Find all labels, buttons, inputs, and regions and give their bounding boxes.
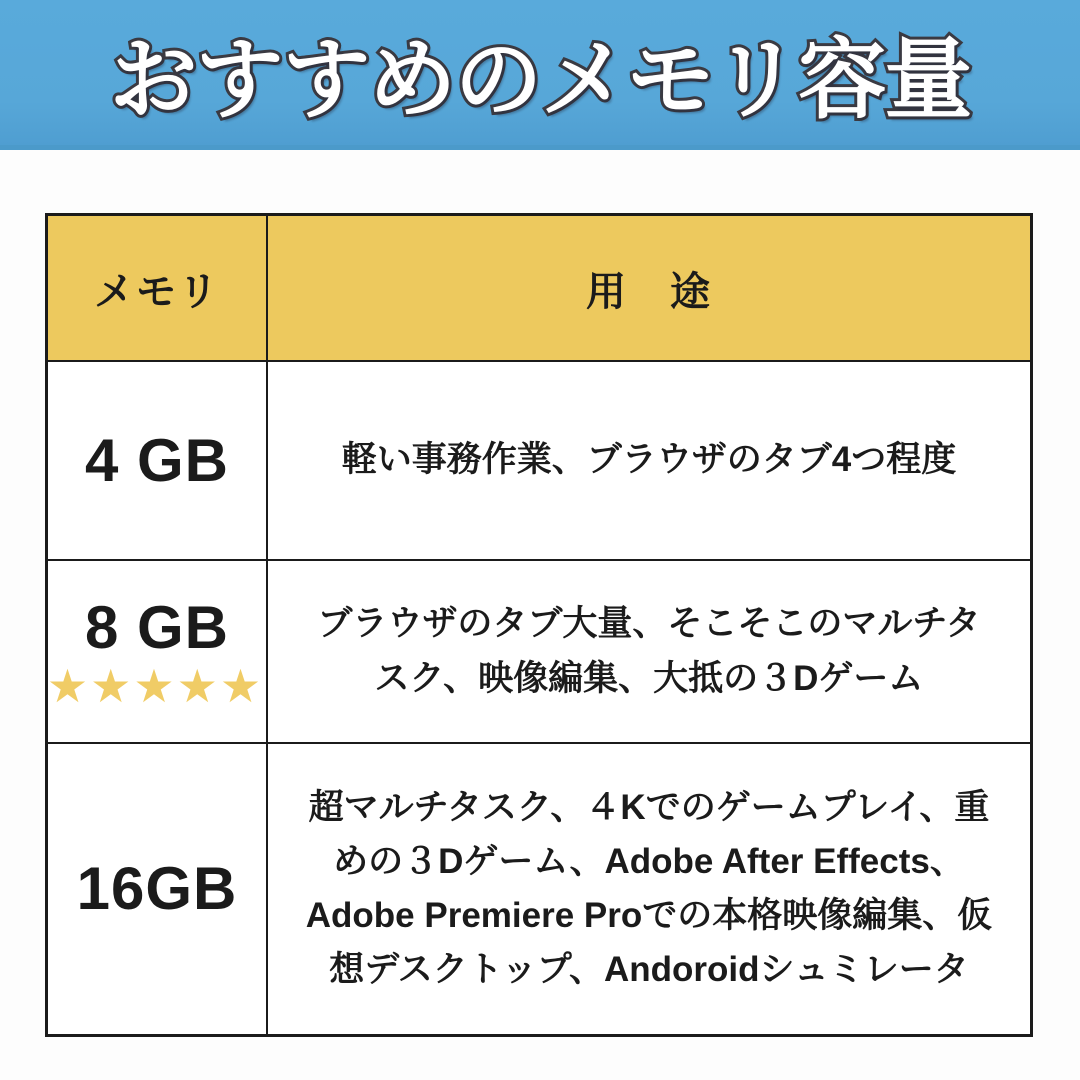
memory-cell-4gb — [48, 362, 268, 561]
memory-label-4gb: 4 GB — [84, 426, 230, 494]
column-header-usage: 用 途 — [268, 216, 1030, 362]
usage-cell-16gb: 超マルチタスク、４Kでのゲームプレイ、重めの３Dゲーム、Adobe After Effects、Adobe Premiere Proでの本格映像編集、仮想デスクトップ、Andoroidシュミレータ — [305, 787, 993, 990]
usage-cell-4gb: 軽い事務作業、ブラウザのタブ4つ程度 — [268, 362, 1030, 561]
usage-cell-8gb: ブラウザのタブ大量、そこそこのマルチタスク、映像編集、大抵の３Dゲーム — [268, 561, 1030, 744]
memory-cell-8gb — [48, 561, 268, 744]
title-band — [0, 0, 1080, 150]
column-header-memory: メモリ — [48, 216, 268, 362]
memory-cell-16gb — [48, 744, 268, 1034]
memory-label-8gb: 8 GB — [84, 593, 230, 661]
memory-label-16gb: 16GB — [76, 855, 238, 922]
page-title: おすすめのメモリ容量 — [109, 29, 971, 129]
star-rating-icons: ★★★★★ — [46, 659, 264, 712]
memory-table — [45, 213, 1033, 1037]
